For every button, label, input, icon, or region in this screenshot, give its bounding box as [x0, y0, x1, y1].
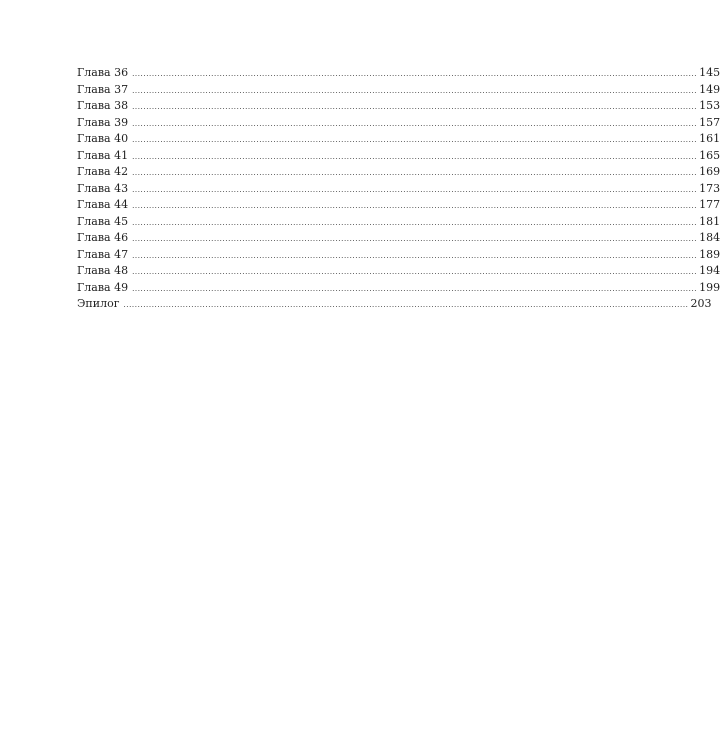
toc-entry-label: Глава 47 — [77, 247, 129, 261]
toc-entry-page: 177 — [699, 198, 720, 211]
toc-entry-label: Глава 40 — [77, 132, 129, 145]
toc-entry-label: Эпилог — [77, 297, 120, 310]
toc-entry-page: 153 — [699, 99, 720, 112]
toc-dot-leader: ........................................................................................................................................................................................................ — [123, 301, 689, 309]
toc-dot-leader: ........................................................................................................................................................................................................ — [132, 202, 698, 210]
toc-dot-leader: ........................................................................................................................................................................................................ — [132, 268, 698, 276]
toc-entry-page: 203 — [690, 297, 712, 310]
toc-entry — [77, 98, 720, 115]
toc-entry — [77, 181, 720, 198]
toc-entry — [77, 82, 720, 99]
toc-entry-label: Глава 36 — [77, 66, 129, 79]
toc-entry — [77, 296, 712, 313]
toc-entry-label: Глава 48 — [77, 264, 129, 277]
toc-entry-label: Глава 37 — [77, 82, 129, 96]
toc-entry — [77, 131, 720, 148]
toc-entry-page: 189 — [699, 247, 720, 261]
toc-dot-leader: ........................................................................................................................................................................................................ — [132, 103, 698, 111]
toc-entry-label: Глава 45 — [77, 214, 129, 228]
toc-entry-label: Глава 44 — [77, 198, 129, 211]
toc-entry-page: 161 — [699, 132, 720, 145]
toc-entry-page: 149 — [699, 82, 720, 96]
toc-dot-leader: ........................................................................................................................................................................................................ — [132, 152, 698, 161]
table-of-contents — [77, 65, 720, 313]
toc-entry-label: Глава 38 — [77, 99, 129, 112]
toc-dot-leader: ........................................................................................................................................................................................................ — [132, 70, 698, 78]
toc-entry-page: 169 — [699, 165, 720, 178]
toc-entry-page: 157 — [699, 115, 720, 129]
toc-entry — [77, 65, 720, 82]
toc-entry — [77, 247, 720, 264]
toc-dot-leader: ........................................................................................................................................................................................................ — [132, 119, 698, 128]
toc-dot-leader: ........................................................................................................................................................................................................ — [132, 185, 698, 194]
toc-dot-leader: ........................................................................................................................................................................................................ — [132, 284, 698, 293]
toc-entry-label: Глава 46 — [77, 231, 129, 244]
toc-entry — [77, 280, 720, 297]
toc-entry-page: 145 — [699, 66, 720, 79]
toc-entry-label: Глава 39 — [77, 115, 129, 129]
toc-dot-leader: ........................................................................................................................................................................................................ — [132, 86, 698, 95]
toc-entry — [77, 148, 720, 165]
toc-entry-label: Глава 42 — [77, 165, 129, 178]
toc-entry — [77, 214, 720, 231]
toc-entry — [77, 263, 720, 280]
toc-entry — [77, 164, 720, 181]
toc-dot-leader: ........................................................................................................................................................................................................ — [132, 218, 698, 227]
toc-entry — [77, 197, 720, 214]
toc-entry-page: 184 — [699, 231, 720, 244]
toc-entry-label: Глава 49 — [77, 280, 129, 294]
toc-entry-page: 165 — [699, 148, 720, 162]
toc-entry-page: 194 — [699, 264, 720, 277]
toc-dot-leader: ........................................................................................................................................................................................................ — [132, 235, 698, 243]
toc-dot-leader: ........................................................................................................................................................................................................ — [132, 136, 698, 144]
toc-entry — [77, 230, 720, 247]
toc-dot-leader: ........................................................................................................................................................................................................ — [132, 169, 698, 177]
toc-dot-leader: ........................................................................................................................................................................................................ — [132, 251, 698, 260]
toc-entry-label: Глава 41 — [77, 148, 129, 162]
toc-entry-page: 199 — [699, 280, 720, 294]
toc-entry-page: 173 — [699, 181, 720, 195]
toc-entry — [77, 115, 720, 132]
toc-entry-label: Глава 43 — [77, 181, 129, 195]
toc-entry-page: 181 — [699, 214, 720, 228]
